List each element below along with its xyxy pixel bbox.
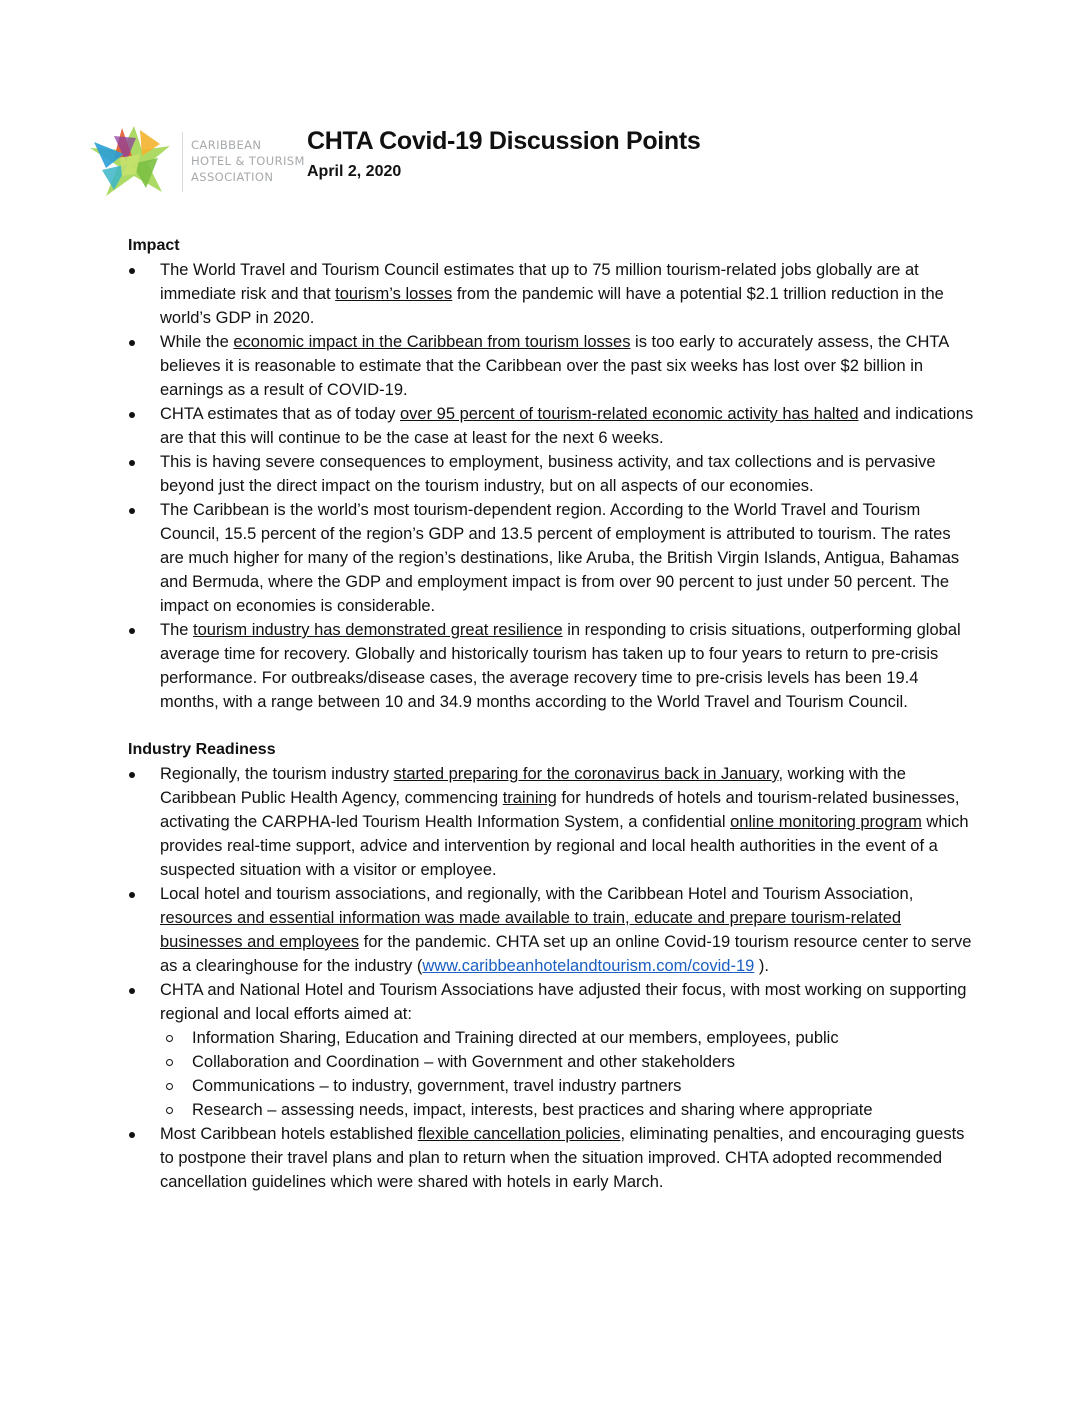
sublist-item: Collaboration and Coordination – with Government and other stakeholders — [128, 1050, 978, 1074]
bullet-icon — [129, 412, 135, 418]
bullet-icon — [129, 268, 135, 274]
readiness-list — [128, 762, 978, 1194]
list-item: While the economic impact in the Caribbean from tourism losses is too early to accurately assess, the CHTA believes it is reasonable to estimate that the Caribbean over the past six weeks has lost over $2 billion in earnings as a result of COVID-19. — [128, 330, 978, 402]
list-item: CHTA estimates that as of today over 95 percent of tourism-related economic activity has halted and indications are that this will continue to be the case at least for the next 6 weeks. — [128, 402, 978, 450]
circle-bullet-icon — [166, 1083, 173, 1090]
list-item: This is having severe consequences to employment, business activity, and tax collections and is pervasive beyond just the direct impact on the tourism industry, but on all aspects of our economies. — [128, 450, 978, 498]
readiness-heading: Industry Readiness — [128, 741, 276, 758]
circle-bullet-icon — [166, 1059, 173, 1066]
list-item: The tourism industry has demonstrated great resilience in responding to crisis situations, outperforming global average time for recovery. Globally and historically tourism has taken up to four years to return to pre-crisis performance. For outbreaks/disease cases, the average recovery time to pre-crisis levels has been 19.4 months, with a range between 10 and 34.9 months according to the World Travel and Tourism Council. — [128, 618, 978, 714]
covid-resource-link[interactable]: www.caribbeanhotelandtourism.com/covid-19 — [422, 957, 755, 975]
star-logo-icon — [84, 118, 184, 208]
bullet-icon — [129, 1132, 135, 1138]
list-item: The Caribbean is the world’s most tourism-dependent region. According to the World Travel and Tourism Council, 15.5 percent of the region’s GDP and 13.5 percent of employment is attributed to tourism. The rates are much higher for many of the region’s destinations, like Aruba, the British Virgin Islands, Antigua, Bahamas and Bermuda, where the GDP and employment impact is from over 90 percent to just under 50 percent. The impact on economies is considerable. — [128, 498, 978, 618]
focus-sublist — [160, 1026, 978, 1122]
circle-bullet-icon — [166, 1107, 173, 1114]
chta-logo — [84, 118, 305, 208]
bullet-icon — [129, 892, 135, 898]
circle-bullet-icon — [166, 1035, 173, 1042]
list-item: Local hotel and tourism associations, and regionally, with the Caribbean Hotel and Tourism Association, resources and essential information was made available to train, educate and prepare tourism-related businesses and employees for the pandemic. CHTA set up an online Covid-19 tourism resource center to serve as a clearinghouse for the industry (www.caribbeanhotelandtourism.com/covid-19 ). — [128, 882, 978, 978]
section-spacer — [128, 714, 978, 738]
sublist-item: Information Sharing, Education and Training directed at our members, employees, public — [128, 1026, 978, 1050]
list-item: The World Travel and Tourism Council estimates that up to 75 million tourism-related jobs globally are at immediate risk and that tourism’s losses from the pandemic will have a potential $2.1 trillion reduction in the world’s GDP in 2020. — [128, 258, 978, 330]
sublist-item: Communications – to industry, government, travel industry partners — [128, 1074, 978, 1098]
bullet-icon — [129, 508, 135, 514]
logo-line-2: HOTEL & TOURISM — [191, 154, 305, 168]
list-item: CHTA and National Hotel and Tourism Associations have adjusted their focus, with most working on supporting regional and local efforts aimed at: Information Sharing, Education and Training directed at our members, employees, public Collaboration and Coordination – with Government and other stakeholders Communications – to industry, government, travel industry partners Research – assessing needs, impact, interests, best practices and sharing where appropriate — [128, 978, 978, 1122]
document-date: April 2, 2020 — [307, 163, 402, 180]
impact-heading: Impact — [128, 237, 180, 254]
document-title: CHTA Covid-19 Discussion Points — [307, 127, 701, 155]
logo-wordmark — [191, 137, 305, 185]
bullet-icon — [129, 628, 135, 634]
logo-divider — [182, 132, 183, 192]
document-body — [128, 234, 978, 1194]
bullet-icon — [129, 988, 135, 994]
logo-line-1: CARIBBEAN — [191, 138, 262, 152]
logo-line-3: ASSOCIATION — [191, 170, 274, 184]
list-item: Most Caribbean hotels established flexible cancellation policies, eliminating penalties, and encouraging guests to postpone their travel plans and plan to return when the situation improved. CHTA adopted recommended cancellation guidelines which were shared with hotels in early March. — [128, 1122, 978, 1194]
sublist-item: Research – assessing needs, impact, interests, best practices and sharing where appropriate — [128, 1098, 978, 1122]
impact-list — [128, 258, 978, 714]
list-item: Regionally, the tourism industry started preparing for the coronavirus back in January, working with the Caribbean Public Health Agency, commencing training for hundreds of hotels and tourism-related businesses, activating the CARPHA-led Tourism Health Information System, a confidential online monitoring program which provides real-time support, advice and intervention by regional and local health authorities in the event of a suspected situation with a visitor or employee. — [128, 762, 978, 882]
bullet-icon — [129, 460, 135, 466]
bullet-icon — [129, 772, 135, 778]
bullet-icon — [129, 340, 135, 346]
